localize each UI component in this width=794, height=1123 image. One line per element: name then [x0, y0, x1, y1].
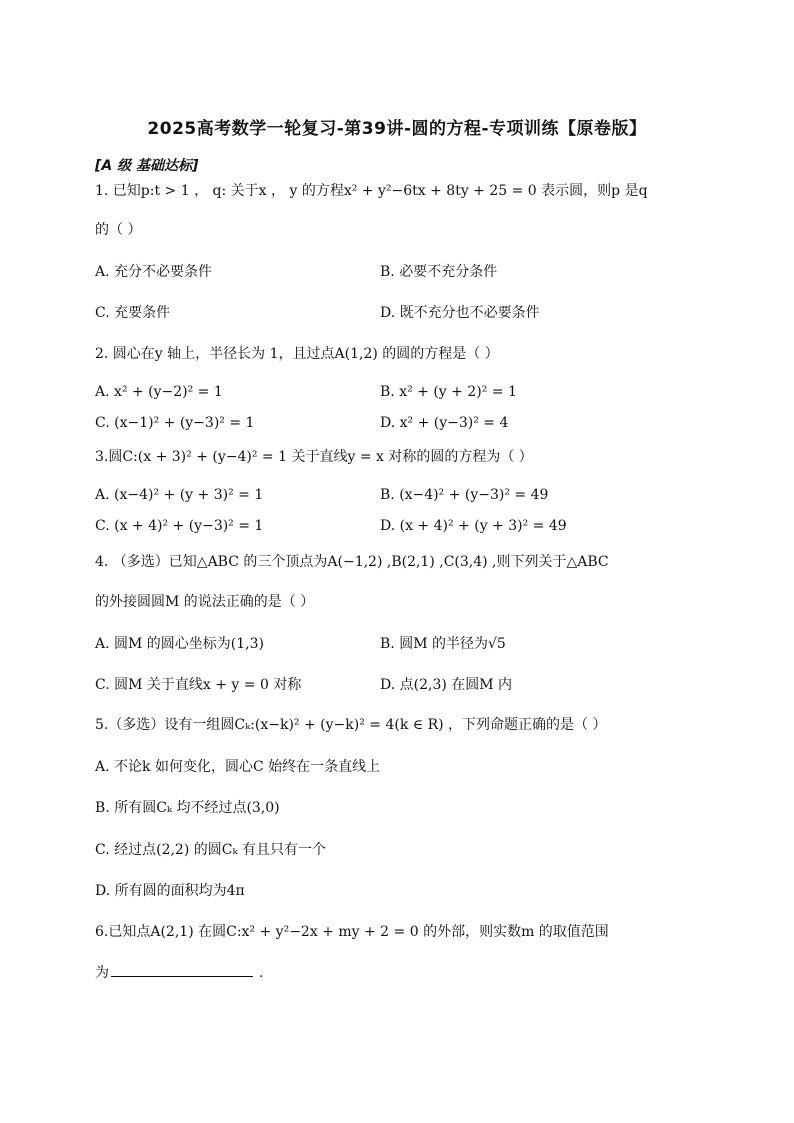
question-2-stem: 2. 圆心在y 轴上，半径长为 1，且过点A(1,2) 的圆的方程是（ ） — [95, 346, 499, 362]
question-1-option-c: C. 充要条件 — [95, 305, 171, 321]
question-5-option-c: C. 经过点(2,2) 的圆Cₖ 有且只有一个 — [95, 842, 327, 858]
question-3-option-d: D. (x + 4)² + (y + 3)² = 49 — [380, 518, 567, 534]
question-6-prefix: 为 — [95, 965, 109, 981]
question-6-answer-line — [95, 962, 263, 983]
question-4-option-c: C. 圆M 关于直线x + y = 0 对称 — [95, 677, 302, 693]
page-title: 2025高考数学一轮复习-第39讲-圆的方程-专项训练【原卷版】 — [147, 119, 647, 139]
section-heading: [A 级 基础达标] — [95, 158, 199, 174]
question-1-option-a: A. 充分不必要条件 — [95, 264, 213, 280]
question-5-option-b: B. 所有圆Cₖ 均不经过点(3,0) — [95, 800, 280, 816]
question-6-stem: 6.已知点A(2,1) 在圆C:x² + y²−2x + my + 2 = 0 的外部，则实数m 的取值范围 — [95, 924, 609, 940]
question-6-suffix: . — [259, 965, 264, 981]
question-3-stem: 3.圆C:(x + 3)² + (y−4)² = 1 关于直线y = x 对称的圆的方程为（ ） — [95, 449, 533, 465]
question-1-stem: 1. 已知p:t > 1 ， q: 关于x ， y 的方程x² + y²−6tx + 8ty + 25 = 0 表示圆，则p 是q — [95, 183, 648, 199]
question-1-option-d: D. 既不充分也不必要条件 — [380, 305, 540, 321]
answer-blank[interactable] — [111, 962, 253, 977]
question-5-option-a: A. 不论k 如何变化，圆心C 始终在一条直线上 — [95, 759, 381, 775]
question-2-option-a: A. x² + (y−2)² = 1 — [95, 384, 223, 400]
question-4-option-b: B. 圆M 的半径为√5 — [380, 636, 506, 652]
question-4-option-a: A. 圆M 的圆心坐标为(1,3) — [95, 636, 264, 652]
question-4-stem: 4. （多选）已知△ABC 的三个顶点为A(−1,2) ,B(2,1) ,C(3,4) ,则下列关于△ABC — [95, 554, 609, 570]
question-5-stem: 5.（多选）设有一组圆Cₖ:(x−k)² + (y−k)² = 4(k ∈ R) ，下列命题正确的是（ ） — [95, 717, 607, 733]
question-3-option-a: A. (x−4)² + (y + 3)² = 1 — [95, 487, 264, 503]
question-5-option-d: D. 所有圆的面积均为4π — [95, 883, 245, 899]
question-1-stem-cont: 的（ ） — [95, 222, 142, 238]
question-2-option-b: B. x² + (y + 2)² = 1 — [380, 384, 517, 400]
question-3-option-b: B. (x−4)² + (y−3)² = 49 — [380, 487, 549, 503]
question-4-option-d: D. 点(2,3) 在圆M 内 — [380, 677, 513, 693]
question-4-stem-cont: 的外接圆圆M 的说法正确的是（ ） — [95, 594, 315, 610]
question-3-option-c: C. (x + 4)² + (y−3)² = 1 — [95, 518, 264, 534]
question-2-option-c: C. (x−1)² + (y−3)² = 1 — [95, 415, 255, 431]
question-1-option-b: B. 必要不充分条件 — [380, 264, 498, 280]
question-2-option-d: D. x² + (y−3)² = 4 — [380, 415, 509, 431]
